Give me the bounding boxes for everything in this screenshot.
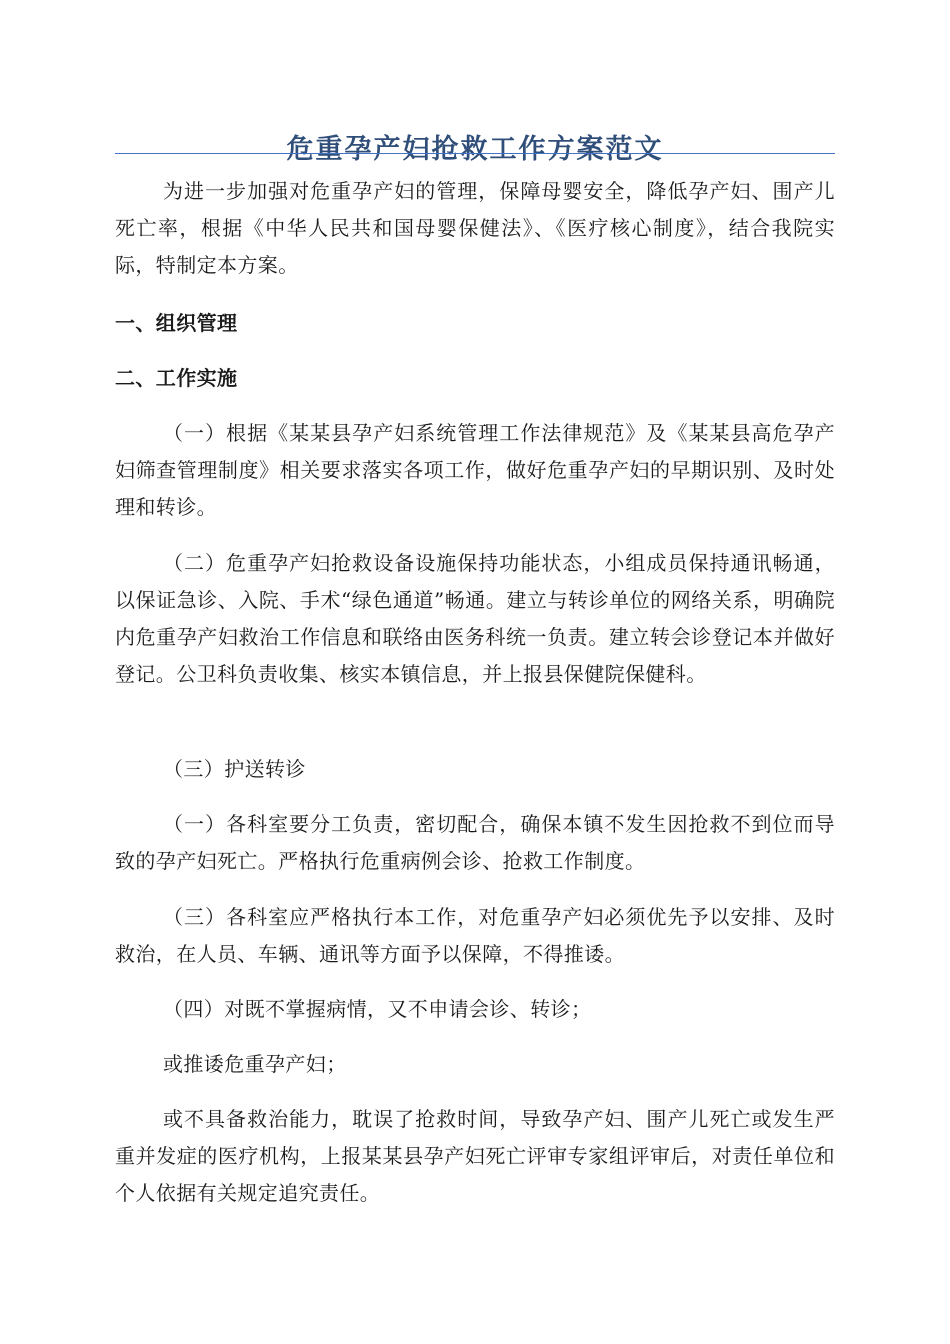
paragraph-item-1: （一）根据《某某县孕产妇系统管理工作法律规范》及《某某县高危孕产妇筛查管理制度》相关要求落实各项工作，做好危重孕产妇的早期识别、及时处理和转诊。 xyxy=(115,421,835,519)
document-title: 危重孕产妇抢救工作方案范文 xyxy=(286,134,664,166)
paragraph-item-5: （三）各科室应严格执行本工作，对危重孕产妇必须优先予以安排、及时救治，在人员、车辆、通讯等方面予以保障，不得推诿。 xyxy=(115,905,835,966)
intro-paragraph: 为进一步加强对危重孕产妇的管理，保障母婴安全，降低孕产妇、围产儿死亡率，根据《中华人民共和国母婴保健法》、《医疗核心制度》，结合我院实际，特制定本方案。 xyxy=(115,179,835,277)
title-underline xyxy=(115,153,835,154)
paragraph-item-2: （二）危重孕产妇抢救设备设施保持功能状态，小组成员保持通讯畅通，以保证急诊、入院、手术“绿色通道”畅通。建立与转诊单位的网络关系，明确院内危重孕产妇救治工作信息和联络由医务科统一负责。建立转会诊登记本并做好登记。公卫科负责收集、核实本镇信息，并上报县保健院保健科。 xyxy=(115,551,835,686)
paragraph-item-6: （四）对既不掌握病情，又不申请会诊、转诊； xyxy=(163,997,592,1021)
paragraph-item-3: （三）护送转诊 xyxy=(163,757,306,781)
paragraph-item-4: （一）各科室要分工负责，密切配合，确保本镇不发生因抢救不到位而导致的孕产妇死亡。严格执行危重病例会诊、抢救工作制度。 xyxy=(115,812,835,873)
section-heading-implementation: 二、工作实施 xyxy=(115,366,238,390)
paragraph-item-7: 或推诿危重孕产妇； xyxy=(163,1052,347,1076)
section-heading-organization: 一、组织管理 xyxy=(115,311,238,335)
paragraph-item-8: 或不具备救治能力，耽误了抢救时间，导致孕产妇、围产儿死亡或发生严重并发症的医疗机构，上报某某县孕产妇死亡评审专家组评审后，对责任单位和个人依据有关规定追究责任。 xyxy=(115,1107,835,1205)
